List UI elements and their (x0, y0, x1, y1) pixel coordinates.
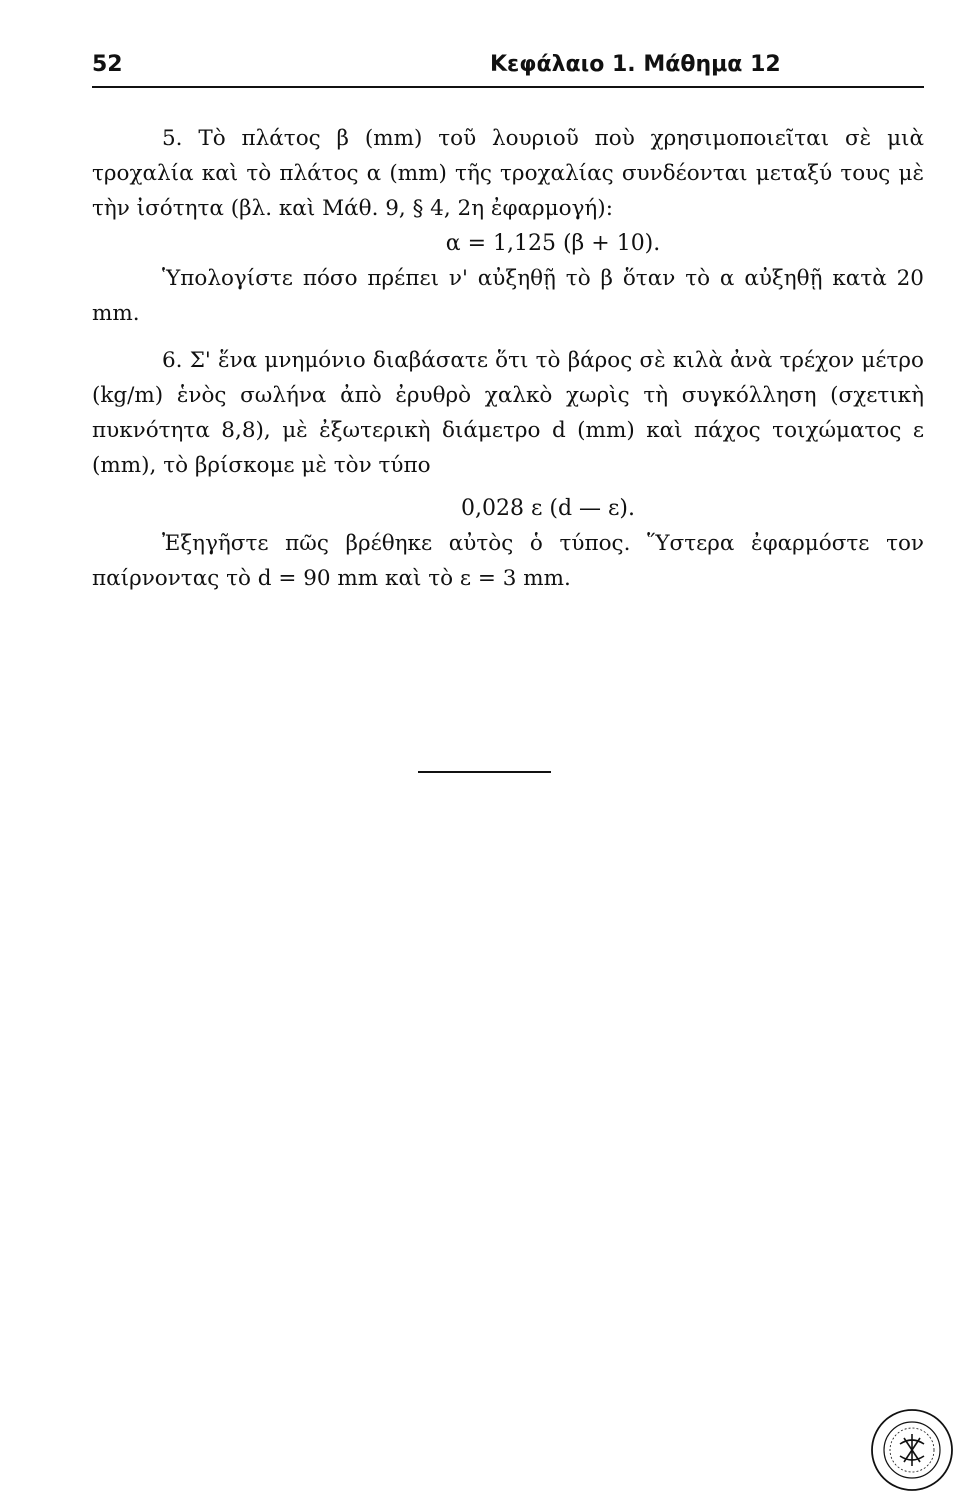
foundation-seal-icon (870, 1408, 954, 1492)
exercise-5-text: 5. Τὸ πλάτος β (mm) τοῦ λουριοῦ ποὺ χρησιμοποιεῖται σὲ μιὰ τροχαλία καὶ τὸ πλάτος α (mm) τῆς τροχαλίας συνδέονται μεταξύ τους μὲ τὴν ἰσότητα (βλ. καὶ Μάθ. 9, § 4, 2η ἐφαρμογή): (92, 126, 924, 221)
page-body (92, 121, 924, 596)
end-rule (418, 771, 551, 773)
page-header (92, 50, 924, 88)
exercise-6-formula: 0,028 ε (d — ε). (461, 496, 635, 521)
running-head: Κεφάλαιο 1. Μάθημα 12 (490, 52, 781, 77)
exercise-6-text: 6. Σ' ἕνα μνημόνιο διαβάσατε ὅτι τὸ βάρος σὲ κιλὰ ἀνὰ τρέχον μέτρο (kg/m) ἑνὸς σωλήνα ἀπὸ ἐρυθρὸ χαλκὸ χωρὶς τὴ συγκόλληση (σχετικὴ πυκνότητα 8,8), μὲ ἐξωτερικὴ διάμετρο d (mm) καὶ πάχος τοιχώματος ε (mm), τὸ βρίσκομε μὲ τὸν τύπο (92, 348, 924, 478)
page-number: 52 (92, 52, 123, 77)
exercise-6-question: Ἐξηγῆστε πῶς βρέθηκε αὐτὸς ὁ τύπος. Ὕστερα ἐφαρμόστε τον παίρνοντας τὸ d = 90 mm καὶ τὸ ε = 3 mm. (92, 531, 924, 591)
exercise-5-formula: α = 1,125 (β + 10). (445, 231, 661, 256)
exercise-5-question: Ὑπολογίστε πόσο πρέπει ν' αὐξηθῇ τὸ β ὅταν τὸ α αὐξηθῇ κατὰ 20 mm. (92, 266, 924, 326)
